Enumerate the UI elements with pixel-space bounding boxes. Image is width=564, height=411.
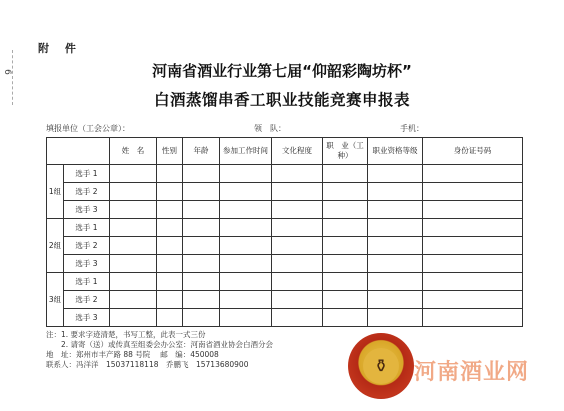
- blank-entry-cell[interactable]: [110, 255, 157, 273]
- note-line: 联系人：冯洋洋 15037118118 乔鹏飞 15713680900: [46, 360, 249, 369]
- player-label: 选手 3: [64, 201, 110, 219]
- blank-entry-cell[interactable]: [323, 219, 368, 237]
- header-cell: 身份证号码: [423, 138, 523, 165]
- table-row: [47, 219, 523, 237]
- table-row: [47, 165, 523, 183]
- blank-entry-cell[interactable]: [183, 309, 220, 327]
- blank-entry-cell[interactable]: [220, 255, 272, 273]
- blank-entry-cell[interactable]: [323, 201, 368, 219]
- blank-entry-cell[interactable]: [423, 273, 523, 291]
- blank-entry-cell[interactable]: [183, 165, 220, 183]
- blank-entry-cell[interactable]: [272, 309, 323, 327]
- blank-entry-cell[interactable]: [272, 237, 323, 255]
- blank-entry-cell[interactable]: [110, 183, 157, 201]
- blank-entry-cell[interactable]: [157, 273, 183, 291]
- notes-block: [46, 330, 273, 370]
- blank-entry-cell[interactable]: [110, 165, 157, 183]
- blank-entry-cell[interactable]: [220, 291, 272, 309]
- header-cell: 职 业（工种）: [323, 138, 368, 165]
- blank-entry-cell[interactable]: [183, 273, 220, 291]
- blank-entry-cell[interactable]: [368, 255, 423, 273]
- player-label: 选手 1: [64, 165, 110, 183]
- blank-entry-cell[interactable]: [323, 165, 368, 183]
- blank-entry-cell[interactable]: [423, 291, 523, 309]
- blank-entry-cell[interactable]: [368, 309, 423, 327]
- blank-entry-cell[interactable]: [183, 291, 220, 309]
- blank-entry-cell[interactable]: [272, 255, 323, 273]
- header-cell: 职业资格等级: [368, 138, 423, 165]
- group-label: 3组: [47, 273, 64, 327]
- table-row: [47, 273, 523, 291]
- player-label: 选手 3: [64, 309, 110, 327]
- blank-entry-cell[interactable]: [110, 201, 157, 219]
- blank-entry-cell[interactable]: [272, 219, 323, 237]
- header-cell: 姓 名: [110, 138, 157, 165]
- table-row: [47, 255, 523, 273]
- watermark-text: 河南酒业网: [414, 360, 530, 385]
- note-line: 2. 请寄（送）或传真至组委会办公室：河南省酒业协会白酒分会: [46, 340, 274, 349]
- blank-entry-cell[interactable]: [157, 309, 183, 327]
- blank-entry-cell[interactable]: [272, 183, 323, 201]
- header-cell: 文化程度: [272, 138, 323, 165]
- form-title-line2: 白酒蒸馏串香工职业技能竞赛申报表: [153, 91, 410, 109]
- blank-entry-cell[interactable]: [157, 291, 183, 309]
- blank-entry-cell[interactable]: [368, 165, 423, 183]
- blank-entry-cell[interactable]: [183, 237, 220, 255]
- blank-entry-cell[interactable]: [368, 291, 423, 309]
- blank-entry-cell[interactable]: [423, 219, 523, 237]
- blank-entry-cell[interactable]: [183, 219, 220, 237]
- association-seal-logo: [348, 333, 414, 399]
- table-header-row: [47, 138, 523, 165]
- group-label: 2组: [47, 219, 64, 273]
- blank-entry-cell[interactable]: [323, 255, 368, 273]
- form-title-line1: 河南省酒业行业第七届“仰韶彩陶坊杯”: [152, 62, 412, 80]
- blank-entry-cell[interactable]: [272, 165, 323, 183]
- note-line: 地 址：郑州市丰产路 88 号院 邮 编：450008: [46, 350, 219, 359]
- table-row: [47, 183, 523, 201]
- blank-entry-cell[interactable]: [220, 183, 272, 201]
- wine-vessel-icon: ⚱: [363, 348, 399, 384]
- blank-entry-cell[interactable]: [220, 237, 272, 255]
- blank-entry-cell[interactable]: [323, 237, 368, 255]
- unit-label: 填报单位（工会公章）：: [46, 124, 130, 133]
- header-cell: 性别: [157, 138, 183, 165]
- blank-entry-cell[interactable]: [423, 237, 523, 255]
- blank-entry-cell[interactable]: [423, 201, 523, 219]
- header-cell: 年龄: [183, 138, 220, 165]
- blank-entry-cell[interactable]: [220, 165, 272, 183]
- blank-entry-cell[interactable]: [423, 255, 523, 273]
- blank-entry-cell[interactable]: [368, 273, 423, 291]
- blank-entry-cell[interactable]: [157, 201, 183, 219]
- blank-entry-cell[interactable]: [272, 201, 323, 219]
- attachment-label: 附 件: [38, 42, 82, 55]
- registration-table: [46, 137, 523, 327]
- phone-label: 手机：: [400, 124, 424, 133]
- blank-entry-cell[interactable]: [423, 309, 523, 327]
- blank-entry-cell[interactable]: [368, 237, 423, 255]
- blank-entry-cell[interactable]: [157, 237, 183, 255]
- blank-entry-cell[interactable]: [157, 219, 183, 237]
- blank-entry-cell[interactable]: [368, 183, 423, 201]
- page-number: 6: [1, 69, 12, 75]
- table-body: [47, 165, 523, 327]
- blank-entry-cell[interactable]: [220, 201, 272, 219]
- blank-entry-cell[interactable]: [157, 165, 183, 183]
- blank-entry-cell[interactable]: [220, 219, 272, 237]
- group-label: 1组: [47, 165, 64, 219]
- blank-entry-cell[interactable]: [110, 219, 157, 237]
- note-line: 注：1. 要求字迹清楚，书写工整，此表一式三份: [46, 330, 206, 339]
- blank-entry-cell[interactable]: [183, 255, 220, 273]
- header-cell: 参加工作时间: [220, 138, 272, 165]
- table-row: [47, 201, 523, 219]
- blank-entry-cell[interactable]: [272, 291, 323, 309]
- player-label: 选手 1: [64, 219, 110, 237]
- leader-label: 领 队：: [254, 124, 286, 133]
- blank-entry-cell[interactable]: [110, 291, 157, 309]
- blank-entry-cell[interactable]: [368, 219, 423, 237]
- table-row: [47, 237, 523, 255]
- blank-entry-cell[interactable]: [110, 309, 157, 327]
- table-row: [47, 309, 523, 327]
- player-label: 选手 2: [64, 291, 110, 309]
- blank-entry-cell[interactable]: [323, 183, 368, 201]
- blank-entry-cell[interactable]: [272, 273, 323, 291]
- blank-entry-cell[interactable]: [323, 273, 368, 291]
- blank-entry-cell[interactable]: [323, 309, 368, 327]
- player-label: 选手 2: [64, 183, 110, 201]
- blank-entry-cell[interactable]: [183, 201, 220, 219]
- player-label: 选手 3: [64, 255, 110, 273]
- blank-entry-cell[interactable]: [220, 309, 272, 327]
- table-row: [47, 291, 523, 309]
- blank-entry-cell[interactable]: [183, 183, 220, 201]
- blank-entry-cell[interactable]: [157, 183, 183, 201]
- blank-entry-cell[interactable]: [157, 255, 183, 273]
- player-label: 选手 1: [64, 273, 110, 291]
- blank-entry-cell[interactable]: [323, 291, 368, 309]
- blank-entry-cell[interactable]: [110, 237, 157, 255]
- blank-entry-cell[interactable]: [368, 201, 423, 219]
- blank-entry-cell[interactable]: [423, 165, 523, 183]
- blank-entry-cell[interactable]: [220, 273, 272, 291]
- blank-entry-cell[interactable]: [110, 273, 157, 291]
- player-label: 选手 2: [64, 237, 110, 255]
- blank-entry-cell[interactable]: [423, 183, 523, 201]
- corner-cell: [47, 138, 110, 165]
